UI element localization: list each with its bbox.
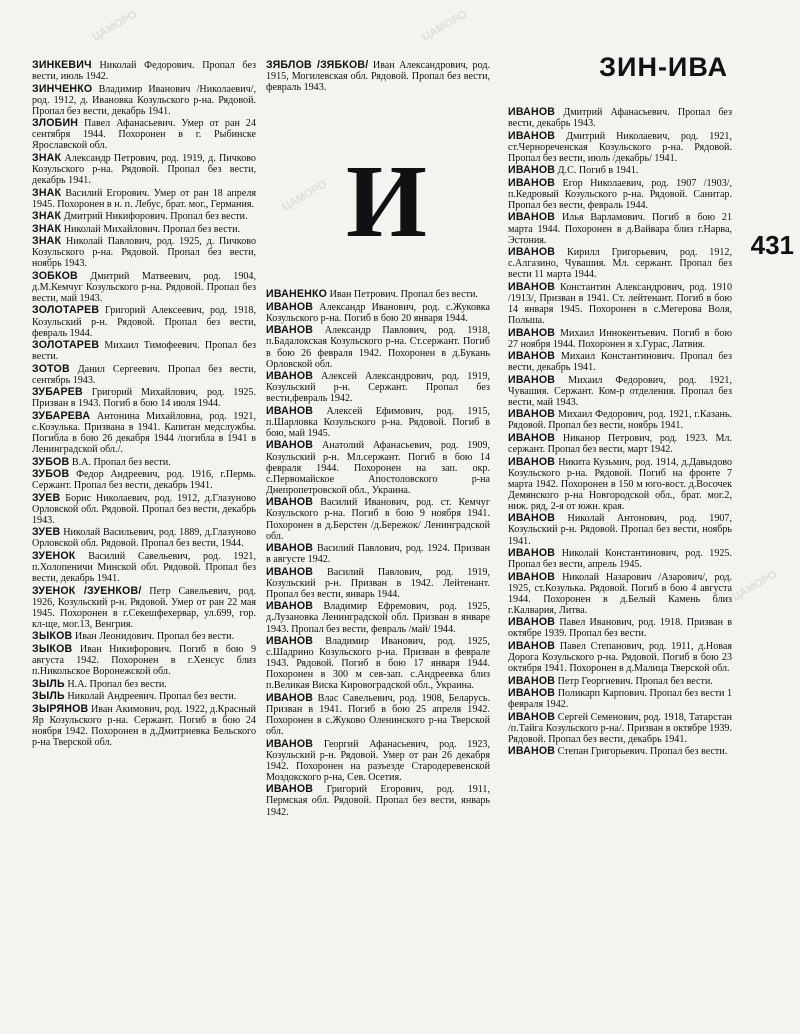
person-details: Дмитрий Матвеевич, род. 1904, д.М.Кемчуг Козульского р-на. Рядовой. Пропал без вести, май 1943.: [32, 270, 256, 304]
list-item: [508, 131, 732, 164]
person-surname: ЗОБКОВ: [32, 269, 78, 282]
person-surname: ИВАНОВ: [508, 710, 556, 723]
person-details: Дмитрий Никифорович. Пропал без вести.: [63, 211, 248, 223]
person-details: Василий Павлович, род. 1924. Призван в августе 1942.: [266, 543, 490, 566]
person-details: Петр Георгиевич. Пропал без вести.: [557, 675, 713, 687]
list-item: [266, 302, 490, 324]
person-details: Дмитрий Николаевич, род. 1921, ст.Чернореченская Козульского р-на. Рядовой. Пропал без вести, июль /декабрь/ 1941.: [508, 130, 732, 164]
list-item: [32, 236, 256, 269]
person-surname: ЗНАК: [32, 222, 62, 235]
list-item: [508, 676, 732, 687]
person-surname: ЗУБОВ: [32, 468, 70, 481]
list-item: [32, 153, 256, 186]
page-number: 431: [750, 230, 794, 260]
person-details: Николай Федорович. Пропал без вести, июль 1942.: [32, 60, 256, 83]
person-details: Анатолий Афанасьевич, род. 1909, Козульский р-н. Мл.сержант. Погиб в бою 14 февраля 1944. Похоронен на зап. окр. с.Первомайское Апостоловского р-на Днепропетровской обл., Украина.: [266, 440, 490, 496]
list-item: [32, 527, 256, 549]
person-surname: ИВАНОВ: [508, 745, 556, 758]
person-surname: ЗНАК: [32, 235, 62, 248]
person-details: Василий Егорович. Умер от ран 18 апреля 1945. Похоронен в н. п. Лебус, брат. мог., Германия.: [32, 187, 256, 210]
person-details: Николай Константинович, род. 1925. Пропал без вести, апрель 1945.: [508, 548, 732, 571]
watermark: ЦАМОРО: [280, 178, 330, 214]
list-item: [32, 631, 256, 642]
person-details: Петр Савельевич, род. 1926, Козульский р-н. Рядовой. Умер от ран 22 мая 1945. Похоронен в г.Секешфехервар, ул.699, гор. кл-ще, мог.13, Венгрия.: [32, 585, 256, 630]
person-details: Данил Сергеевич. Пропал без вести, сентябрь 1943.: [32, 363, 256, 386]
list-item: [32, 704, 256, 748]
person-details: Иван Петрович. Пропал без вести.: [329, 289, 478, 301]
list-item: [266, 693, 490, 737]
person-surname: ЗЛОБИН: [32, 117, 79, 130]
person-surname: ИВАНОВ: [508, 408, 556, 421]
person-surname: ИВАНОВ: [508, 639, 556, 652]
person-details: Григорий Егорович, род. 1911, Пермская обл. Рядовой. Пропал без вести, январь 1942.: [266, 784, 490, 818]
person-details: Владимир Ефремович, род. 1925, д.Лузановка Ленинградской обл. Призван в январе 1943. Пропал без вести, февраль /май/ 1944.: [266, 601, 490, 635]
person-surname: ЗУЕВ: [32, 526, 61, 539]
person-surname: ИВАНОВ: [508, 350, 556, 363]
person-surname: ИВАНОВ: [266, 404, 314, 417]
column-1: [32, 60, 256, 749]
list-item: [32, 586, 256, 630]
person-details: Григорий Михайлович, род. 1925. Призван в 1943. Погиб в бою 14 июля 1944.: [32, 387, 256, 410]
person-surname: ИВАНОВ: [266, 565, 314, 578]
list-item: [508, 513, 732, 546]
person-surname: ЗОТОВ: [32, 362, 70, 375]
list-item: [32, 551, 256, 584]
person-details: Степан Григорьевич. Пропал без вести.: [557, 746, 728, 758]
list-item: [508, 641, 732, 674]
person-details: Никанор Петрович, род. 1923. Мл. сержант. Пропал без вести, март 1942.: [508, 432, 732, 456]
person-surname: ЗЫРЯНОВ: [32, 702, 89, 715]
person-details: Кирилл Григорьевич, род. 1912, с.Алгазино, Чувашия. Мл. сержант. Пропал без вести 11 марта 1944.: [508, 247, 732, 281]
person-details: Константин Александрович, род. 1910 /1913/, Призван в 1941. Ст. лейтенант. Погиб в бою 14 января 1945. Похоронен в с.Мегерова Воля, Польша.: [508, 281, 732, 327]
person-details: Антонина Михайловна, род. 1921, с.Козулька. Призвана в 1941. Капитан медслужбы. Погибла в бою 26 декабря 1944 /погибла в 1941 в Ленинградской обл./.: [32, 410, 256, 456]
person-surname: ИВАНОВ: [266, 737, 314, 750]
page-header-range: ЗИН-ИВА: [599, 52, 728, 82]
person-details: Иван Никифорович. Погиб в бою 9 августа 1942. Похоронен в г.Хенсус близ п.Никольское Воронежской обл.: [32, 643, 256, 678]
person-surname: ЗОЛОТАРЕВ: [32, 304, 100, 317]
person-details: Николай Михайлович. Пропал без вести.: [63, 223, 241, 235]
person-details: Николай Васильевич, род. 1889, д.Глазуново Орловской обл. Рядовой. Пропал без вести, 1944.: [32, 527, 256, 550]
list-item: [508, 247, 732, 280]
list-item: [266, 60, 490, 93]
list-item: [32, 679, 256, 690]
person-details: Павел Степанович, род. 1911, д.Новая Дорога Козульского р-на. Рядовой. Погиб в бою 23 октября 1941. Похоронен в д.Малица Тверской обл.: [508, 640, 732, 675]
list-item: [508, 548, 732, 570]
list-item: [32, 387, 256, 409]
list-item: [32, 60, 256, 82]
person-details: Василий Иванович, род. ст. Кемчуг Козульского р-на. Погиб в бою 9 ноября 1941. Похоронен в д.Берстен /д.Бережок/ Ленинградской обл.: [266, 497, 490, 542]
list-item: [508, 688, 732, 710]
person-details: Алексей Александрович, род. 1919, Козульский р-н. Сержант. Пропал без вести,февраль 1942.: [266, 371, 490, 405]
list-item: [32, 469, 256, 491]
list-item: [32, 118, 256, 151]
list-item: [508, 746, 732, 757]
list-item: [32, 364, 256, 386]
list-item: [266, 371, 490, 404]
person-details: Михаил Иннокентьевич. Погиб в бою 27 ноября 1944. Похоронен в х.Гурас, Латвия.: [508, 327, 732, 350]
person-surname: ИВАНОВ: [266, 370, 314, 383]
list-item: [266, 497, 490, 541]
list-item: [266, 440, 490, 495]
person-details: Егор Николаевич, род. 1907 /1903/, п.Кедровый Козульского р-на. Рядовой. Санитар. Пропал без вести, февраль 1944.: [508, 177, 732, 211]
watermark: ЦАМОРО: [90, 8, 140, 44]
person-details: Дмитрий Афанасьевич. Пропал без вести, декабрь 1943.: [508, 107, 732, 130]
list-item: [32, 340, 256, 362]
list-item: [508, 572, 732, 616]
person-details: Н.А. Пропал без вести.: [67, 678, 167, 690]
section-letter: И: [346, 144, 427, 259]
person-details: Александр Павлович, род. 1918, п.Бадалокская Козульского р-на. Ст.сержант. Погиб в бою 26 февраля 1942. Похоронен в д.Букань Орловской обл.: [266, 325, 490, 370]
person-surname: ЗИНЧЕНКО: [32, 82, 93, 95]
person-surname: ЗЫЛЬ: [32, 677, 65, 690]
list-item: [32, 188, 256, 210]
person-details: Георгий Афанасьевич, род. 1923, Козульский р-н. Рядовой. Умер от ран 26 декабря 1942. Похоронен на разъезде Стародеревенской Моздокского р-на, Сев. Осетия.: [266, 738, 490, 783]
person-surname: ИВАНОВ: [266, 439, 314, 452]
person-surname: ИВАНОВ: [508, 106, 556, 118]
person-details: Александр Иванович, род. с.Жуковка Козульского р-на. Погиб в бою 20 января 1944.: [266, 301, 490, 324]
list-item: [266, 636, 490, 691]
list-item: [508, 433, 732, 455]
person-surname: ЗНАК: [32, 186, 62, 199]
person-details: Влас Савельевич, род. 1908, Беларусь. Призван в 1941. Погиб в бою 25 апреля 1942. Похоронен в с.Жуково Оленинского р-на Тверской обл.: [266, 692, 490, 738]
list-item: [266, 567, 490, 600]
person-surname: ИВАНОВ: [508, 547, 556, 560]
list-item: [508, 617, 732, 639]
list-item: [266, 289, 490, 300]
person-surname: ЗЫЛЬ: [32, 690, 65, 703]
person-details: Александр Петрович, род. 1919, д. Пичково Козульского р-на. Рядовой. Пропал без вести, декабрь 1941.: [32, 152, 256, 187]
person-surname: ИВАНОВ: [508, 326, 556, 339]
person-surname: ИВАНОВ: [266, 635, 314, 647]
person-details: Григорий Алексеевич, род. 1918, Козульский р-н. Рядовой. Пропал без вести, февраль 1944.: [32, 305, 256, 339]
person-surname: ИВАНОВ: [508, 211, 556, 224]
list-item: [266, 543, 490, 565]
list-item: [508, 282, 732, 326]
person-surname: ИВАНОВ: [508, 431, 556, 444]
list-item: [32, 211, 256, 222]
person-details: В.А. Пропал без вести.: [71, 456, 171, 468]
person-surname: ЗУБАРЕВА: [32, 409, 91, 422]
person-surname: ЗЫКОВ: [32, 642, 73, 655]
list-item: [508, 165, 732, 176]
person-surname: ИВАНОВ: [508, 570, 556, 583]
person-surname: ЗИНКЕВИЧ: [32, 59, 92, 71]
list-item: [32, 224, 256, 235]
person-details: Борис Николаевич, род. 1912, д.Глазуново Орловской обл. Рядовой. Пропал без вести, декабрь 1943.: [32, 492, 256, 526]
person-details: Владимир Иванович /Николаевич/, род. 1912, д. Ивановка Козульского р-на. Рядовой. Пропал без вести, декабрь 1941.: [32, 83, 256, 117]
list-item: [266, 325, 490, 369]
person-surname: ИВАНОВ: [508, 373, 556, 386]
person-details: Сергей Семенович, род. 1918, Татарстан /п.Тайга Козульского р-на/. Призван в октябре 1939. Рядовой. Пропал без вести, декабрь 1941.: [508, 711, 732, 745]
list-item: [32, 84, 256, 117]
list-item: [508, 409, 732, 431]
person-surname: ЗУЕНОК /ЗУЕНКОВ/: [32, 584, 142, 597]
list-item: [32, 493, 256, 526]
person-surname: ЗНАК: [32, 210, 62, 223]
person-surname: ИВАНОВ: [266, 691, 314, 704]
person-details: Иван Леонидович. Пропал без вести.: [74, 631, 235, 643]
person-surname: ИВАНОВ: [508, 280, 556, 293]
list-item: [508, 212, 732, 245]
watermark: ЦАМОРО: [730, 568, 780, 604]
person-details: Никита Кузьмич, род. 1914, д.Давыдово Козульского р-на. Рядовой. Погиб на фронте 7 марта 1942. Похоронен в 150 м юго-вост. д.Восочек Демянского р-на Новгородской обл., брат. мог.2, ниж. ряд, 2-я от южн. края.: [508, 456, 733, 512]
list-item: [508, 375, 732, 408]
person-surname: ИВАНОВ: [266, 542, 314, 555]
person-surname: ЗУБОВ: [32, 455, 70, 468]
person-details: Иван Акимович, род. 1922, д.Красный Яр Козульского р-на. Сержант. Погиб в бою 24 ноября 1942. Похоронен в д.Дмитриевка Бельского р-на Тверской обл.: [32, 703, 256, 748]
column-2: [266, 60, 490, 819]
person-details: Василий Савельевич, род. 1921, п.Холопеничи Минской обл. Рядовой. Пропал без вести, декабрь 1941.: [32, 550, 257, 585]
column-3: [508, 107, 732, 759]
person-details: Иван Александрович, род. 1915, Могилевская обл. Рядовой. Пропал без вести, февраль 1943.: [266, 60, 490, 94]
person-surname: ИВАНОВ: [508, 164, 556, 177]
person-details: Николай Антонович, род. 1907, Козульский р-н. Рядовой. Пропал без вести, ноябрь 1941.: [508, 513, 732, 547]
person-surname: ИВАНОВ: [266, 600, 314, 613]
person-surname: ИВАНОВ: [266, 300, 314, 313]
person-details: Павел Иванович, род. 1918. Призван в октябре 1939. Пропал без вести.: [508, 617, 732, 640]
list-item: [266, 739, 490, 783]
person-details: Михаил Тимофеевич. Пропал без вести.: [32, 340, 256, 363]
person-details: Василий Павлович, род. 1919, Козульский р-н. Призван в 1942. Лейтенант. Пропал без вести, январь 1944.: [266, 566, 490, 600]
list-item: [266, 784, 490, 817]
person-details: Владимир Иванович, род. 1925, с.Шадрино Козульского р-на. Призван в феврале 1943. Рядовой. Погиб в бою 17 января 1944. Похоронен в 300 м сев-зап. с.Андреевка близ п.Великая Виска Кировоградской обл., Украина.: [266, 636, 490, 692]
list-item: [32, 411, 256, 455]
person-details: Михаил Федорович, род. 1921, Чувашия. Сержант. Ком-р отделения. Пропал без вести, май 1943.: [508, 374, 732, 408]
list-item: [508, 328, 732, 350]
person-surname: ЗЯБЛОВ /ЗЯБКОВ/: [266, 59, 369, 71]
person-surname: ЗУБАРЕВ: [32, 386, 83, 399]
list-item: [32, 457, 256, 468]
person-details: Михаил Федорович, род. 1921, г.Казань. Рядовой. Пропал без вести, ноябрь 1941.: [508, 409, 732, 432]
person-surname: ИВАНОВ: [508, 674, 556, 687]
list-item: [508, 178, 732, 211]
person-surname: ИВАНОВ: [266, 783, 314, 796]
person-surname: ЗЫКОВ: [32, 630, 73, 643]
person-surname: ИВАНЕНКО: [266, 288, 328, 301]
person-surname: ИВАНОВ: [508, 455, 556, 468]
person-surname: ИВАНОВ: [508, 616, 556, 629]
list-item: [266, 601, 490, 634]
list-item: [508, 457, 732, 512]
person-details: Николай Павлович, род. 1925, д. Пичково Козульского р-на. Рядовой. Пропал без вести, ноябрь 1943.: [32, 236, 256, 270]
person-surname: ЗОЛОТАРЕВ: [32, 339, 100, 352]
list-item: [508, 351, 732, 373]
person-surname: ИВАНОВ: [508, 246, 556, 259]
watermark: ЦАМОРО: [420, 8, 470, 44]
list-item: [32, 644, 256, 677]
list-item: [32, 271, 256, 304]
person-details: Николай Назарович /Азарович/, род. 1925, ст.Козулька. Рядовой. Погиб в бою 4 августа 1944. Похоронен в д.Белый Камень близ г.Калвария, Литва.: [508, 571, 732, 616]
list-item: [266, 406, 490, 439]
person-surname: ЗУЕВ: [32, 491, 61, 504]
person-details: Михаил Константинович. Пропал без вести, декабрь 1941.: [508, 351, 732, 374]
person-surname: ЗНАК: [32, 151, 62, 164]
person-details: Алексей Ефимович, род. 1915, п.Шарловка Козульского р-на. Рядовой. Погиб в бою, май 1945.: [266, 405, 490, 439]
person-surname: ИВАНОВ: [508, 129, 556, 142]
person-surname: ИВАНОВ: [266, 496, 314, 509]
person-details: Илья Варламович. Погиб в бою 21 марта 1944. Похоронен в д.Вайвара близ г.Нарва, Эстония.: [508, 212, 732, 246]
list-item: [508, 712, 732, 745]
list-item: [32, 691, 256, 702]
list-item: [508, 107, 732, 129]
person-surname: ИВАНОВ: [266, 324, 314, 337]
person-surname: ИВАНОВ: [508, 687, 556, 700]
person-surname: ИВАНОВ: [508, 512, 556, 525]
person-details: Федор Андреевич, род. 1916, г.Пермь. Сержант. Пропал без вести, декабрь 1941.: [32, 469, 256, 492]
person-surname: ИВАНОВ: [508, 176, 556, 189]
person-details: Павел Афанасьевич. Умер от ран 24 сентября 1944. Похоронен в г. Рыбинске Ярославской обл.: [32, 118, 256, 152]
person-details: Николай Андреевич. Пропал без вести.: [67, 691, 237, 703]
person-surname: ЗУЕНОК: [32, 549, 76, 562]
person-details: Поликарп Карпович. Пропал без вести 1 февраля 1942.: [508, 688, 732, 711]
person-details: Д.С. Погиб в 1941.: [557, 165, 639, 177]
list-item: [32, 305, 256, 338]
